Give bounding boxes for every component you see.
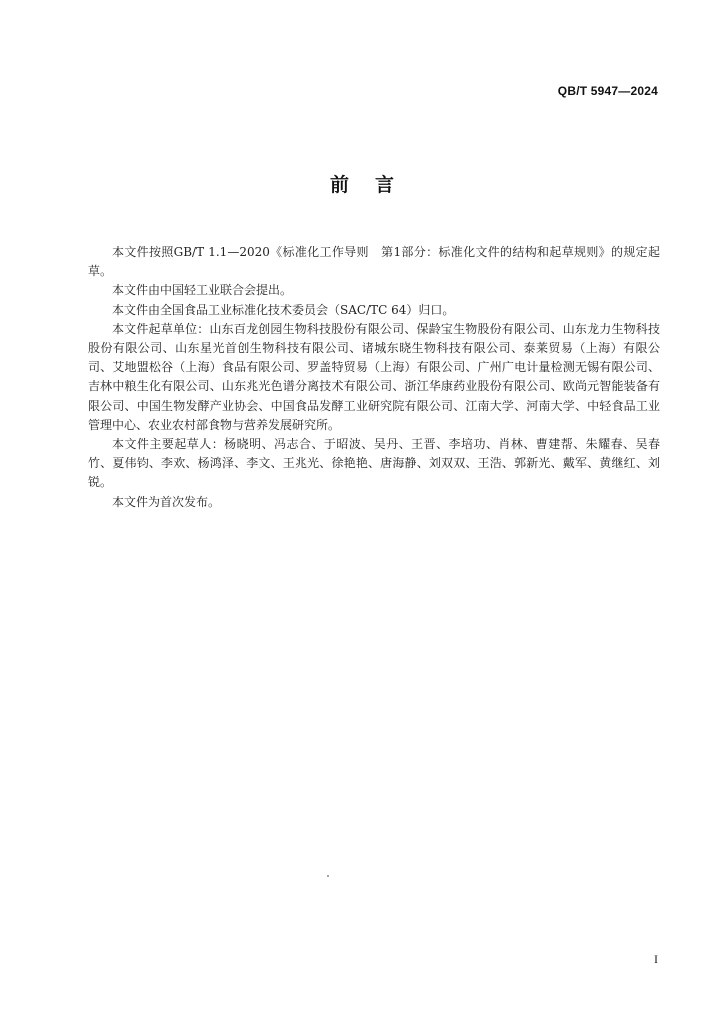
- paragraph-proposer: 本文件由中国轻工业联合会提出。: [112, 283, 293, 298]
- standard-code: QB/T 5947—2024: [557, 84, 658, 98]
- paragraph-committee: 本文件由全国食品工业标准化技术委员会（SAC/TC 64）归口。: [112, 302, 455, 317]
- paragraph-drafters: 本文件主要起草人：杨晓明、冯志合、于昭波、吴丹、王晋、李培功、肖林、曹建帮、朱耀春、吴春竹、夏伟钧、李欢、杨鸿泽、李文、王兆光、徐艳艳、唐海静、刘双双、王浩、郭新光、戴军、黄继红、刘锐。: [88, 437, 660, 490]
- page-title: 前言: [329, 174, 420, 196]
- paragraph-drafting-rules: 本文件按照GB/T 1.1—2020《标准化工作导则 第1部分：标准化文件的结构和起草规则》的规定起草。: [88, 245, 660, 279]
- body-text: [88, 243, 660, 512]
- paragraph-first-release: 本文件为首次发布。: [112, 494, 221, 509]
- scan-dot: [327, 875, 329, 877]
- page-number: I: [654, 952, 658, 966]
- paragraph-drafting-units: 本文件起草单位：山东百龙创园生物科技股份有限公司、保龄宝生物股份有限公司、山东龙力生物科技股份有限公司、山东星光首创生物科技有限公司、诸城东晓生物科技有限公司、泰莱贸易（上海）有限公司、艾地盟松谷（上海）食品有限公司、罗盖特贸易（上海）有限公司、广州广电计量检测无锡有限公司、吉林中粮生化有限公司、山东兆光色谱分离技术有限公司、浙江华康药业股份有限公司、欧尚元智能装备有限公司、中国生物发酵产业协会、中国食品发酵工业研究院有限公司、江南大学、河南大学、中轻食品工业管理中心、农业农村部食物与营养发展研究所。: [88, 321, 660, 432]
